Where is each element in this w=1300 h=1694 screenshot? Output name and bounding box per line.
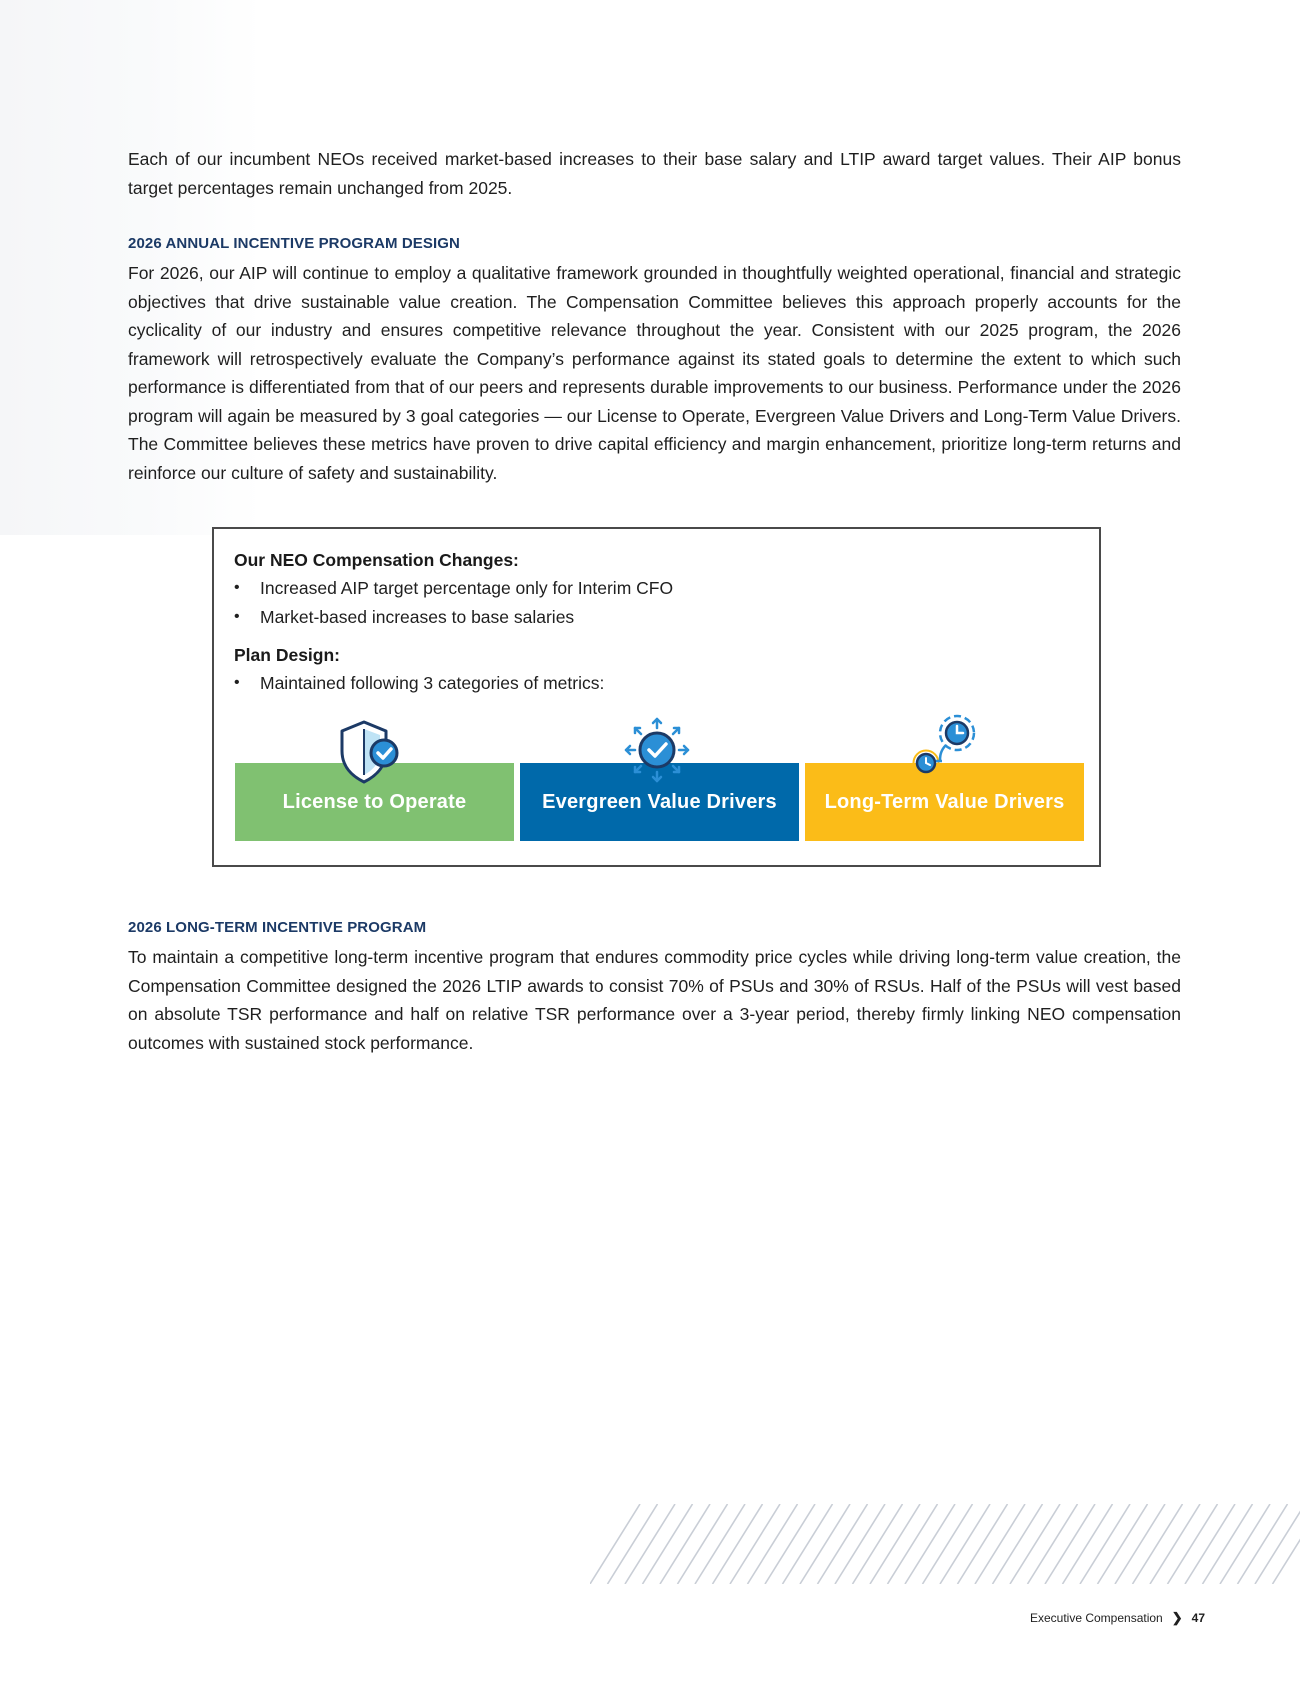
- page-footer: [1030, 1610, 1205, 1626]
- list-item-text: Market-based increases to base salaries: [260, 606, 575, 627]
- page-number: 47: [1191, 1611, 1205, 1625]
- plan-design-heading: Plan Design:: [234, 645, 340, 665]
- list-item-text: Increased AIP target percentage only for Interim CFO: [260, 578, 674, 598]
- ltip-section-heading: 2026 LONG-TERM INCENTIVE PROGRAM: [128, 919, 427, 936]
- changes-heading: Our NEO Compensation Changes:: [234, 550, 519, 570]
- bullet-marker: •: [234, 674, 240, 691]
- aip-section-heading: 2026 ANNUAL INCENTIVE PROGRAM DESIGN: [128, 235, 460, 252]
- shield-check-icon: [338, 719, 402, 785]
- stripe-line: [1273, 1504, 1300, 1584]
- category-label: License to Operate: [282, 790, 467, 813]
- bullet-marker: •: [234, 579, 240, 596]
- aip-paragraph: For 2026, our AIP will continue to employ a qualitative framework grounded in thoughtfully weighted operational, financial and strategic objectives that drive sustainable value creation. The Compensation Committee believes this approach properly accounts for the cyclicality of our industry and ensures competitive relevance throughout the year. Consistent with our 2025 program, the 2026 framework will retrospectively evaluate the Company’s performance against its stated goals to determine the extent to which such performance is differentiated from that of our peers and represents durable improvements to our business. Performance under the 2026 program will again be measured by 3 goal categories — our License to Operate, Evergreen Value Drivers and Long-Term Value Drivers. The Committee believes these metrics have proven to drive capital efficiency and margin enhancement, prioritize long-term returns and reinforce our culture of safety and sustainability.: [128, 263, 1181, 483]
- chevron-right-icon: ❯: [1171, 1610, 1183, 1625]
- compensation-summary-box: [212, 527, 1101, 867]
- category-label: Long-Term Value Drivers: [824, 790, 1065, 813]
- intro-paragraph: Each of our incumbent NEOs received market-based increases to their base salary and LTIP award target values. Their AIP bonus target percentages remain unchanged from 2025.: [128, 149, 1181, 198]
- clock-timeline-icon: [910, 713, 980, 779]
- list-item-text: Maintained following 3 categories of metrics:: [260, 673, 605, 693]
- bullet-marker: •: [234, 607, 240, 625]
- list-item: [234, 669, 604, 698]
- check-arrows-icon: [622, 715, 692, 785]
- list-item: [234, 603, 673, 632]
- plan-design-list: [234, 669, 604, 698]
- ltip-paragraph: To maintain a competitive long-term incentive program that endures commodity price cycles while driving long-term value creation, the Compensation Committee designed the 2026 LTIP awards to consist 70% of PSUs and 30% of RSUs. Half of the PSUs will vest based on absolute TSR performance and half on relative TSR performance over a 3-year period, thereby firmly linking NEO compensation outcomes with sustained stock performance.: [128, 947, 1181, 1053]
- category-label: Evergreen Value Drivers: [542, 790, 777, 813]
- list-item: [234, 574, 673, 603]
- changes-list: [234, 574, 673, 631]
- footer-section-name: Executive Compensation: [1029, 1611, 1163, 1625]
- decorative-stripes: [590, 1504, 1300, 1584]
